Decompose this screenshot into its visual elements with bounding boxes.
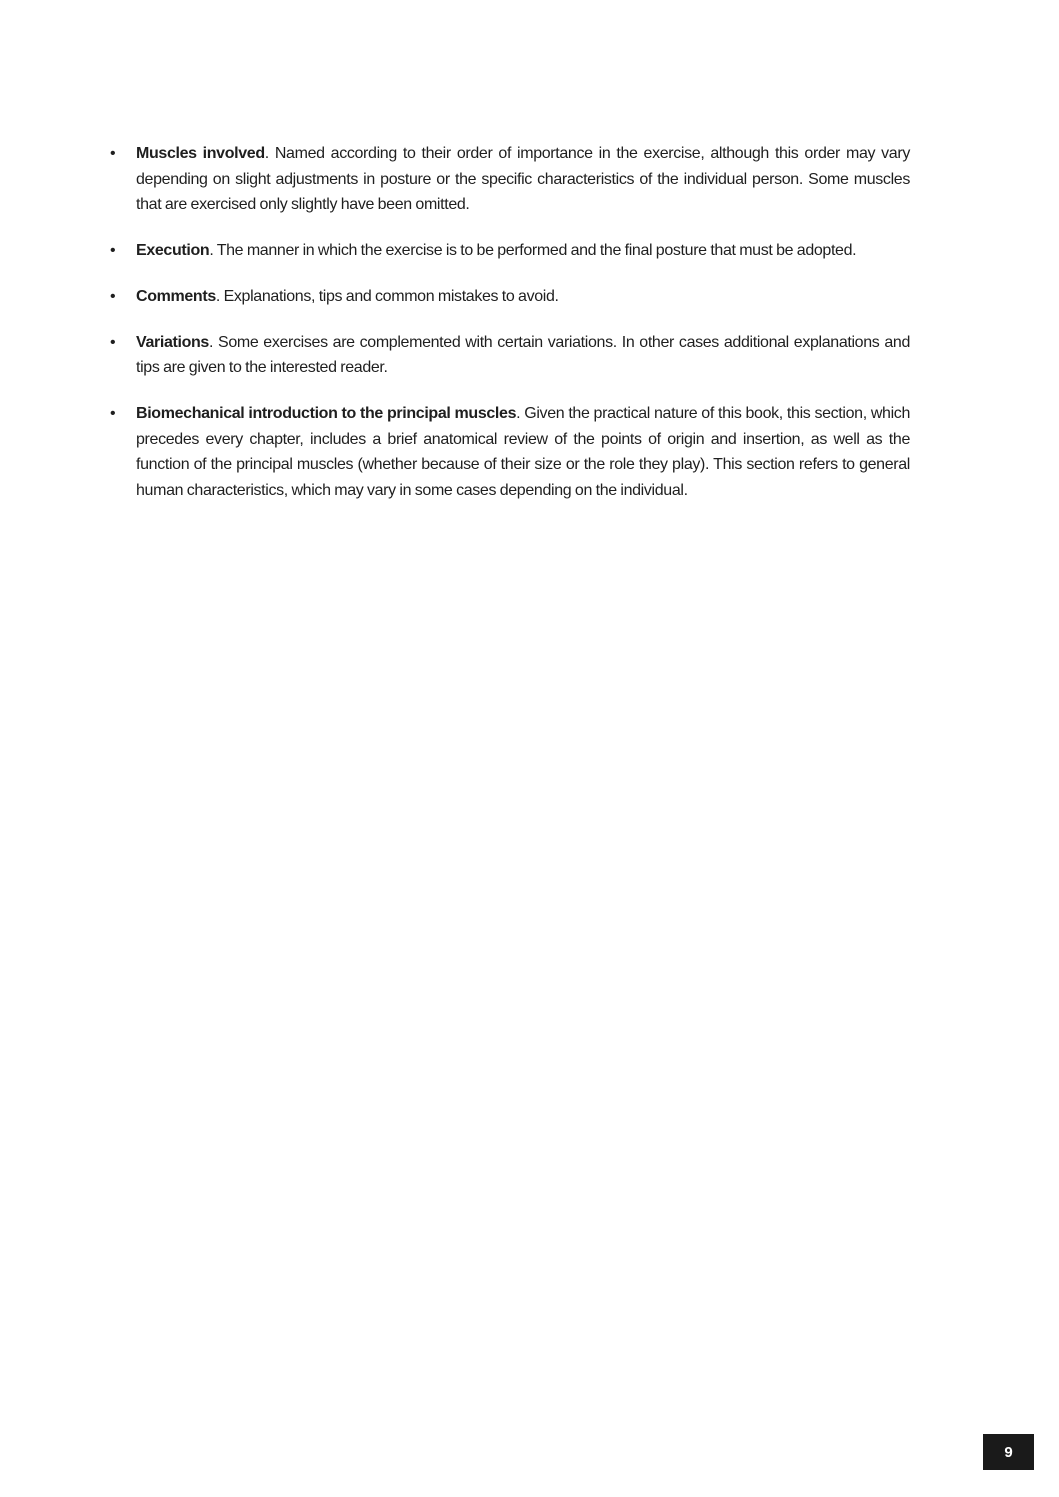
list-item	[110, 141, 910, 218]
bullet-icon: •	[110, 242, 116, 260]
item-description: . Explanations, tips and common mistakes to avoid.	[215, 287, 559, 305]
list-item	[110, 401, 910, 504]
list-item	[110, 330, 910, 381]
bullet-icon: •	[110, 333, 116, 351]
page-number: 9	[1004, 1443, 1013, 1461]
list-item	[110, 284, 910, 310]
item-term: Muscles involved	[136, 145, 265, 162]
item-description: . Some exercises are complemented with certain variations. In other cases additional explanations and tips are given to the interested reader.	[136, 333, 910, 377]
bullet-icon: •	[110, 404, 116, 422]
bullet-list	[110, 141, 910, 524]
item-description: . Given the practical nature of this book, this section, which precedes every chapter, includes a brief anatomical review of the points of origin and insertion, as well as the function of the principal muscles (whether because of their size or the role they play). This section refers to general human characteristics, which may vary in some cases depending on the individual.	[136, 404, 910, 500]
page-number-badge	[983, 1434, 1034, 1470]
item-description: . The manner in which the exercise is to be performed and the final posture that must be adopted.	[209, 242, 857, 260]
list-item	[110, 238, 910, 264]
item-term: Comments	[136, 287, 216, 305]
item-term: Execution	[136, 242, 210, 260]
bullet-icon: •	[110, 145, 116, 162]
item-description: . Named according to their order of importance in the exercise, although this order may vary depending on slight adjustments in posture or the specific characteristics of the individual person. Some muscles that are exercised only slightly have been omitted.	[136, 145, 910, 214]
bullet-icon: •	[110, 287, 116, 305]
item-term: Variations	[136, 333, 209, 351]
item-term: Biomechanical introduction to the principal muscles	[136, 404, 517, 422]
